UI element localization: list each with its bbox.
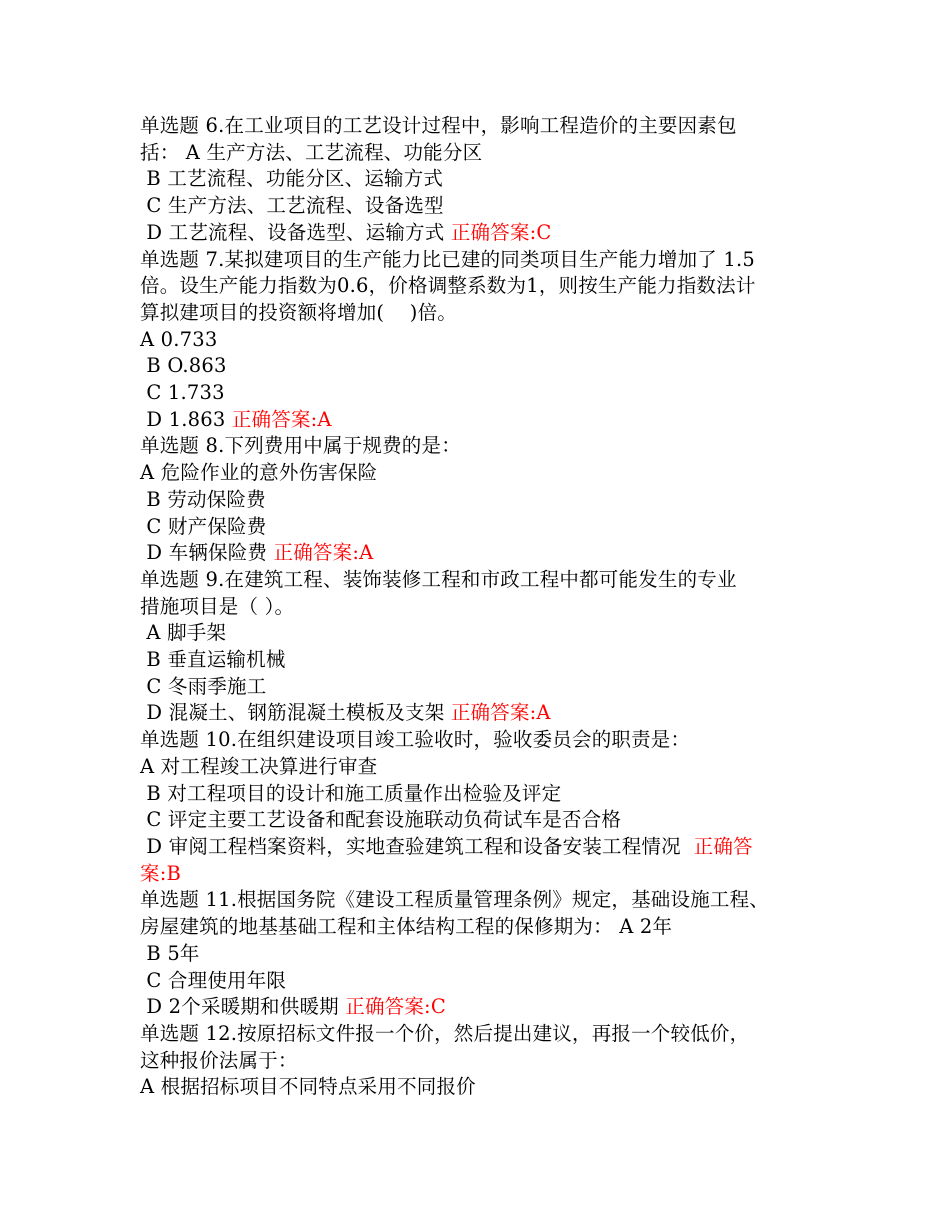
question-line: 措施项目是（ ）。: [140, 594, 295, 618]
option-text: D 工艺流程、设备选型、运输方式: [140, 220, 451, 244]
correct-answer: 正确答案:A: [273, 541, 374, 565]
option-line: B 工艺流程、功能分区、运输方式: [140, 167, 444, 191]
option-line: A 脚手架: [140, 621, 227, 645]
question-9: [140, 567, 830, 727]
question-line: 单选题 7.某拟建项目的生产能力比已建的同类项目生产能力增加了 1.5: [140, 247, 756, 271]
question-line: 单选题 11.根据国务院《建设工程质量管理条例》规定，基础设施工程、: [140, 888, 770, 912]
option-line: A 根据招标项目不同特点采用不同报价: [140, 1075, 476, 1099]
option-line: A 对工程竣工决算进行审查: [140, 754, 378, 778]
option-line: B 5年: [140, 941, 200, 965]
correct-answer: 正确答案:A: [450, 701, 551, 725]
question-10: [140, 727, 830, 887]
option-line: [140, 834, 830, 861]
option-line: [140, 700, 830, 727]
question-line: 括： A 生产方法、工艺流程、功能分区: [140, 140, 483, 164]
option-line: C 合理使用年限: [140, 968, 287, 992]
question-line: 倍。设生产能力指数为0.6，价格调整系数为1，则按生产能力指数法计: [140, 274, 756, 298]
option-line: C 生产方法、工艺流程、设备选型: [140, 194, 444, 218]
question-line: 房屋建筑的地基基础工程和主体结构工程的保修期为： A 2年: [140, 915, 673, 939]
option-line: A 危险作业的意外伤害保险: [140, 461, 378, 485]
option-text: D 审阅工程档案资料，实地查验建筑工程和设备安装工程情况: [140, 834, 694, 858]
document-page: [140, 113, 830, 1101]
question-line: 单选题 6.在工业项目的工艺设计过程中，影响工程造价的主要因素包: [140, 114, 737, 137]
question-line: 这种报价法属于：: [140, 1048, 298, 1072]
question-12: [140, 1021, 830, 1101]
option-text: D 混凝土、钢筋混凝土模板及支架: [140, 701, 451, 725]
question-line: 单选题 10.在组织建设项目竣工验收时，验收委员会的职责是：: [140, 728, 691, 752]
question-11: [140, 887, 830, 1021]
option-line: C 评定主要工艺设备和配套设施联动负荷试车是否合格: [140, 808, 622, 832]
answer-continuation-line: [140, 861, 830, 888]
question-7: [140, 247, 830, 434]
option-text: D 2个采暖期和供暖期: [140, 995, 346, 1019]
option-text: D 1.863: [140, 407, 232, 431]
option-line: [140, 540, 830, 567]
option-line: B O.863: [140, 354, 227, 378]
question-line: 算拟建项目的投资额将增加( )倍。: [140, 300, 458, 324]
correct-answer: 正确答: [693, 834, 753, 858]
question-line: 单选题 9.在建筑工程、装饰装修工程和市政工程中都可能发生的专业: [140, 567, 737, 591]
question-6: [140, 113, 830, 247]
option-line: [140, 994, 830, 1021]
correct-answer: 正确答案:C: [345, 995, 446, 1019]
correct-answer-continued: 案:B: [140, 861, 181, 885]
option-line: B 劳动保险费: [140, 487, 266, 511]
option-line: A 0.733: [140, 327, 218, 351]
option-line: [140, 220, 830, 247]
correct-answer: 正确答案:C: [450, 220, 552, 244]
question-line: 单选题 8.下列费用中属于规费的是：: [140, 434, 461, 458]
option-line: B 垂直运输机械: [140, 648, 286, 672]
question-line: 单选题 12.按原招标文件报一个价，然后提出建议，再报一个较低价，: [140, 1021, 750, 1045]
question-8: [140, 433, 830, 567]
option-text: D 车辆保险费: [140, 541, 274, 565]
option-line: [140, 407, 830, 434]
option-line: C 1.733: [140, 381, 225, 405]
correct-answer: 正确答案:A: [231, 407, 332, 431]
option-line: C 财产保险费: [140, 514, 267, 538]
option-line: B 对工程项目的设计和施工质量作出检验及评定: [140, 781, 562, 805]
option-line: C 冬雨季施工: [140, 674, 267, 698]
